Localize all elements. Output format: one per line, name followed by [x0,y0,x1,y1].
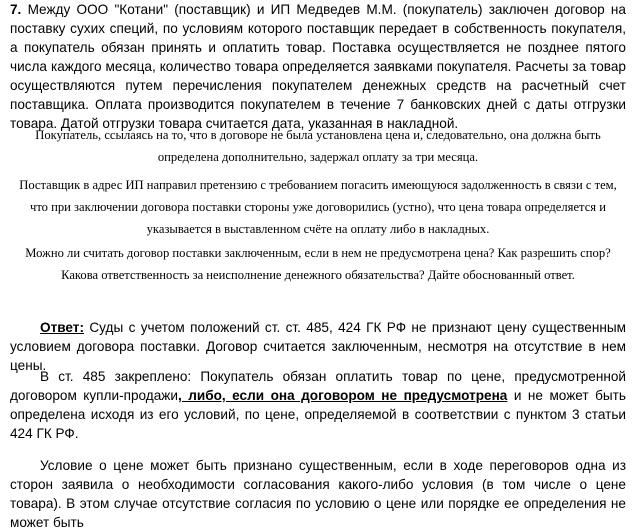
buyer-claim-paragraph: Покупатель, ссылаясь на то, что в договоре не была установлена цена и, следовательно, она должна быть определена дополнительно, задержал оплату за три месяца. [35,128,601,164]
answer-p2-part-a: В ст. 485 закреплено: Покупатель обязан оплатить товар по цене, предусмотренной договором купли-продажи [10,369,626,403]
answer-p2-emphasis: , либо, если она договором не предусмотрена [177,388,508,403]
answer-p1-text: Суды с учетом положений ст. ст. 485, 424 ГК РФ не признают цену существенным условием договора поставки. Договор считается заключенным, несмотря на отсутствие в нем цены. [10,320,626,373]
answer-paragraph-3: Условие о цене может быть признано существенным, если в ходе переговоров одна из сторон заявила о необходимости согласования какого-либо условия (в том числе о цене товара). В этом случае отсутствие согласия по условию о цене или порядке ее определения не может быть [10,458,626,530]
task-number: 7. [10,2,22,17]
supplier-claim-paragraph: Поставщик в адрес ИП направил претензию с требованием погасить имеющуюся задолженность в связи с тем, что при заключении договора поставки стороны уже договорились (устно), что цена товара определяется и указывается в выставленном счёте на оплату либо в накладных. [19,178,617,236]
questions-paragraph: Можно ли считать договор поставки заключенным, если в нем не предусмотрена цена? Как разрешить спор? Какова ответственность за неисполнение денежного обязательства? Дайте обоснованный ответ. [25,246,611,282]
task-intro-text: Между ООО "Котани" (поставщик) и ИП Медведев М.М. (покупатель) заключен договор на поставку сухих специй, по условиям которого поставщик передает в собственность покупателя, а покупатель обязан принять и оплатить товар. Поставка осуществляется не позднее пятого числа каждого месяца, количество товара определяется заявками покупателя. Расчеты за товар осуществляются путем перечисления покупателем денежных средств на расчетный счет поставщика. Оплата производится покупателем в течение 7 банковских дней с даты отгрузки товара. Датой отгрузки товара считается дата, указанная в накладной. [10,2,626,131]
task-intro-paragraph [10,0,626,133]
answer-paragraph-2 [10,367,626,443]
answer-p2-part-c: и не может быть определена исходя из его условий, по цене, определяемой в соответствии с пунктом 3 статьи 424 ГК РФ. [10,388,626,441]
answer-label: Ответ: [40,320,84,335]
